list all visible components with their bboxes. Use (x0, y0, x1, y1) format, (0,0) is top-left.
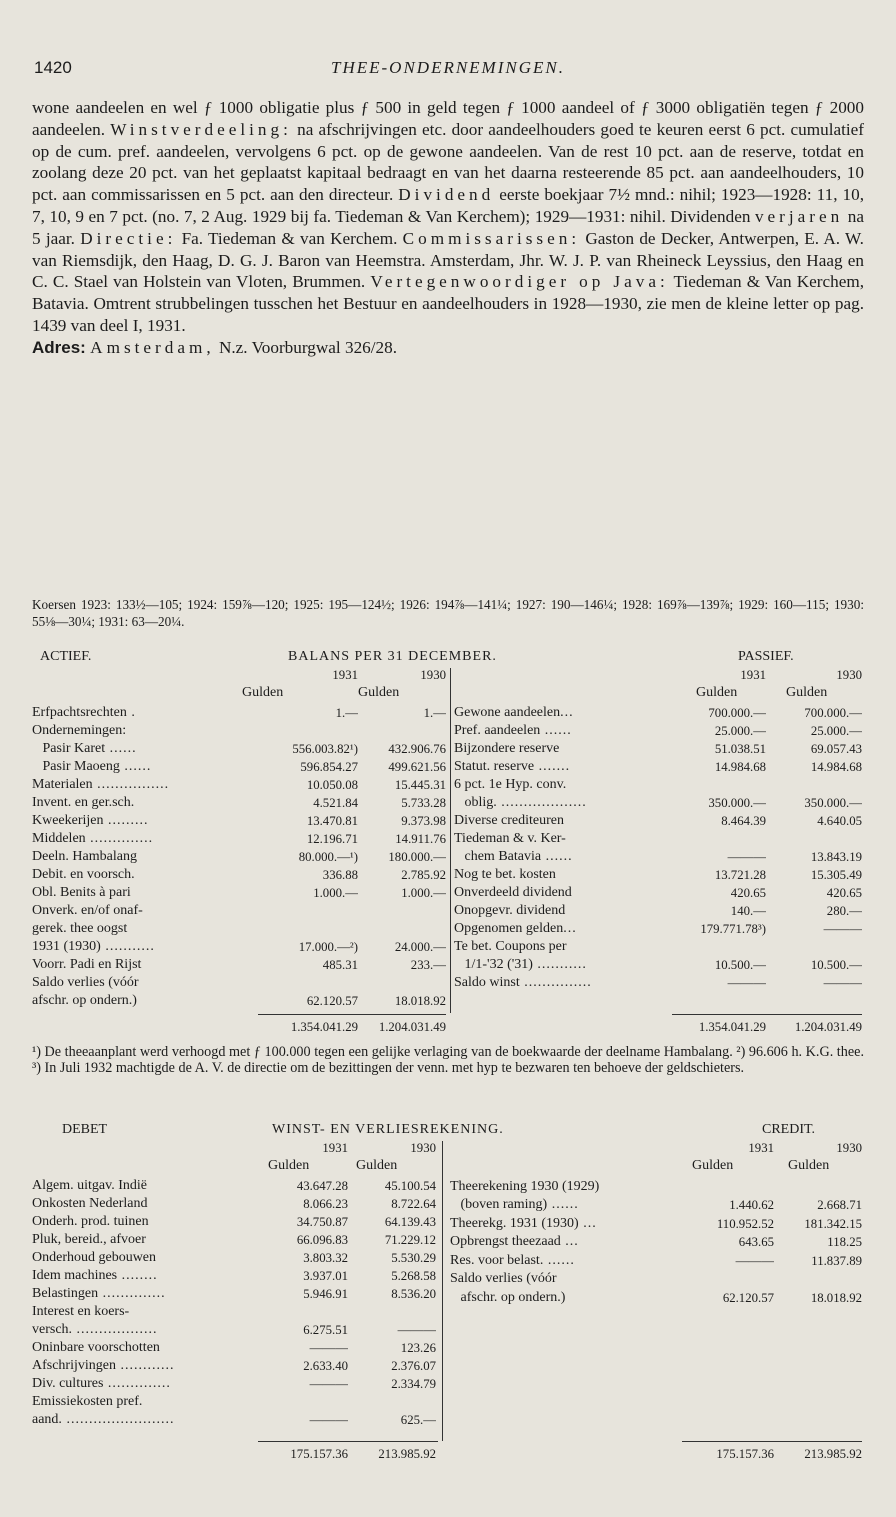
value-1930: 45.100.54 (384, 1179, 436, 1193)
address-street: N.z. Voorburgwal 326/28. (214, 337, 398, 357)
value-1930 (776, 1178, 862, 1196)
value-1931: 140.— (730, 904, 766, 918)
total-rule (672, 1014, 862, 1015)
row-label-text: Erfpachtsrechten (32, 705, 127, 720)
total-1931: 175.157.36 (290, 1447, 348, 1461)
running-title: THEE-ONDERNEMINGEN. (331, 58, 565, 77)
row-leader-dots: ......... (103, 813, 149, 828)
row-label-text: Pasir Maoeng (32, 759, 120, 774)
row-leader-dots: ............... (519, 975, 592, 990)
left-row-label (32, 866, 258, 884)
value-1930: 350.000.— (804, 796, 862, 810)
year-header-1930: 1930 (836, 668, 862, 682)
value-1931 (250, 1303, 348, 1321)
value-1931: 8.066.23 (303, 1197, 348, 1211)
value-1930: 499.621.56 (388, 760, 446, 774)
value-1930: 4.640.05 (817, 814, 862, 828)
year-header-1931: 1931 (748, 1141, 774, 1155)
value-1930: 15.445.31 (394, 778, 446, 792)
value-1931 (642, 776, 766, 794)
left-row-label (32, 1411, 258, 1429)
left-row-label (32, 1339, 258, 1357)
row-leader-dots: ........... (100, 939, 155, 954)
year-header-1931: 1931 (322, 1141, 348, 1155)
keyword-verjaren: verjaren (754, 206, 844, 226)
value-1931: ——— (735, 1253, 774, 1268)
row-label-text: Afschrijvingen (32, 1358, 116, 1373)
value-1930: 11.837.89 (811, 1253, 862, 1268)
left-row-label (32, 902, 258, 920)
left-row-label (32, 776, 258, 794)
value-1931: 10.500.— (714, 958, 766, 972)
value-1931: 80.000.—¹) (298, 850, 358, 864)
row-label-text: Materialen (32, 777, 93, 792)
row-label-text: Onopgevr. dividend (454, 903, 566, 918)
year-header-1931: 1931 (332, 668, 358, 682)
company-description (32, 97, 864, 359)
row-label-text: Onderhoud gebouwen (32, 1250, 157, 1265)
row-label-text: Kweekerijen (32, 813, 104, 828)
total-1931: 1.354.041.29 (290, 1020, 358, 1034)
address-line (32, 337, 864, 359)
row-leader-dots: ........... (532, 957, 587, 972)
row-label-text: Te bet. Coupons per (454, 939, 567, 954)
page-header (32, 58, 864, 86)
value-1930: 700.000.— (804, 706, 862, 720)
row-label-text: Opgenomen gelden (454, 921, 564, 936)
row-label-text: Middelen (32, 831, 86, 846)
page-number: 1420 (34, 58, 72, 77)
total-rule (258, 1014, 446, 1015)
row-label-text: Gewone aandeelen (454, 705, 561, 720)
row-leader-dots: .............. (103, 1376, 171, 1391)
balance-title: BALANS PER 31 DECEMBER. (288, 649, 497, 664)
row-leader-dots: .................. (72, 1322, 158, 1337)
value-1930: 1.— (423, 706, 446, 720)
row-label-text: Idem machines (32, 1268, 118, 1283)
year-header-1930: 1930 (420, 668, 446, 682)
left-row-label (32, 812, 258, 830)
row-leader-dots: ................... (496, 795, 587, 810)
value-1930: 1.000.— (401, 886, 446, 900)
value-1930 (770, 938, 862, 956)
value-1931: 420.65 (730, 886, 766, 900)
right-row-label (450, 1252, 680, 1270)
row-label-text: Obl. Benits à pari (32, 885, 131, 900)
profit-loss-title: WINST- EN VERLIESREKENING. (272, 1122, 504, 1137)
value-1931: ——— (309, 1341, 348, 1355)
left-row-label (32, 722, 258, 740)
left-row-label (32, 1357, 258, 1375)
value-1931: 179.771.78³) (700, 922, 766, 936)
row-leader-dots: ...... (547, 1197, 579, 1212)
value-1931: 6.275.51 (303, 1323, 348, 1337)
right-row-label (450, 1289, 680, 1307)
balance-footnotes: ¹) De theeaanplant werd verhoogd met ƒ 100.000 tegen een gelijke verlaging van de boekwaarde der deelname Hambalang. ²) 96.606 h. K.G. thee. ³) In Juli 1932 machtigde de A. V. de directie om de bezittingen der venn. met hyp te bezwaren ten behoeve der geldschieters. (32, 1044, 864, 1076)
value-1931: 3.937.01 (303, 1269, 348, 1283)
value-1931: 5.946.91 (303, 1287, 348, 1301)
value-1931: 643.65 (738, 1235, 774, 1249)
keyword-vertegenwoordiger: Vertegenwoordiger op Java: (370, 272, 669, 292)
row-label-text: Onderh. prod. tuinen (32, 1214, 149, 1229)
value-1930: 9.373.98 (401, 814, 446, 828)
row-leader-dots: ... (560, 1234, 579, 1249)
value-1930 (360, 902, 446, 920)
total-1931: 1.354.041.29 (698, 1020, 766, 1034)
row-leader-dots: ...... (119, 759, 152, 774)
row-label-text: Interest en koers- (32, 1304, 130, 1319)
value-1930: 420.65 (826, 886, 862, 900)
row-label-text: chem Batavia (454, 849, 542, 864)
value-1931: 350.000.— (708, 796, 766, 810)
value-1930: 71.229.12 (384, 1233, 436, 1247)
unit-header: Gulden (242, 685, 284, 700)
value-1931: 1.000.— (313, 886, 358, 900)
row-label-text: Voorr. Padi en Rijst (32, 957, 142, 972)
keyword-winstverdeeling: Winstverdeeling: (110, 119, 292, 139)
row-label-text: Saldo verlies (vóór (32, 975, 139, 990)
left-row-label (32, 740, 258, 758)
total-rule (258, 1441, 438, 1442)
value-1931 (238, 722, 358, 740)
value-1930: ——— (823, 922, 862, 936)
value-1930: 180.000.— (388, 850, 446, 864)
value-1931: 700.000.— (708, 706, 766, 720)
row-leader-dots: ............ (115, 1358, 175, 1373)
balance-sheet (32, 648, 864, 1034)
value-1931: 1.440.62 (729, 1198, 774, 1212)
keyword-dividend: Dividend (398, 185, 495, 205)
value-1931: 66.096.83 (296, 1233, 348, 1247)
value-1930 (360, 722, 446, 740)
left-row-label (32, 884, 258, 902)
value-1930: 13.843.19 (810, 850, 862, 864)
text-run: eerste boekjaar 7½ mnd.: nihil; 1923—1928: 11, 10, 7, 10, 9 en 7 pct. (no. 7, 2 Aug. 1929 bij fa. Tiedeman & Van Kerchem); 1929—1931: nihil. Dividenden (32, 185, 864, 226)
value-1931: 13.721.28 (714, 868, 766, 882)
value-1930: 8.536.20 (391, 1287, 436, 1301)
right-row-label (450, 1270, 680, 1288)
total-rule (682, 1441, 862, 1442)
left-row-label (32, 1285, 258, 1303)
left-row-label (32, 848, 258, 866)
value-1931 (658, 1270, 774, 1288)
left-row-label (32, 992, 258, 1010)
row-label-text: oblig. (454, 795, 497, 810)
actief-label: ACTIEF. (40, 649, 92, 664)
row-label-text: Deeln. Hambalang (32, 849, 137, 864)
row-label-text: Onverdeeld dividend (454, 885, 572, 900)
value-1931 (250, 1393, 348, 1411)
value-1930: 123.26 (400, 1341, 436, 1355)
row-label-text: Pasir Karet (32, 741, 106, 756)
total-1930: 1.204.031.49 (794, 1020, 862, 1034)
row-label-text: 1931 (1930) (32, 939, 101, 954)
value-1931: 485.31 (322, 958, 358, 972)
passief-label: PASSIEF. (738, 649, 794, 664)
total-1930: 1.204.031.49 (378, 1020, 446, 1034)
value-1930: 8.722.64 (391, 1197, 436, 1211)
row-leader-dots: ...... (543, 1252, 575, 1268)
row-label-text: Belastingen (32, 1286, 99, 1301)
left-row-label (32, 758, 258, 776)
text-run: na afschrijvingen etc. door aandeelhouders goed te keuren eerst 6 pct. cumulatief op de cum. pref. aandeelen, vervolgens 6 pct. op de gewone aandeelen. Van de rest 10 pct. aan de reserve, totdat en zoolang deze 20 pct. van het geplaatst kapitaal bedraagt en van het daarna resteerende 85 pct. aan aandeelhouders, 10 pct. aan commissarissen en 5 pct. aan den directeur. (32, 119, 864, 205)
address-label: Adres: (32, 337, 86, 357)
value-1931: 62.120.57 (306, 994, 358, 1008)
left-row-label (32, 1231, 258, 1249)
left-row-label (32, 1177, 258, 1195)
row-leader-dots: ................ (92, 777, 170, 792)
koersen-line: Koersen 1923: 133½—105; 1924: 159⅞—120; 1925: 195—124½; 1926: 194⅞—141¼; 1927: 190—146¼; 1928: 169⅞—139⅞; 1929: 160—115; 1930: 55⅛—30¼; 1931: 63—20¼. (32, 597, 864, 629)
row-label-text: afschr. op ondern.) (32, 993, 137, 1008)
row-label-text: Tiedeman & v. Ker- (454, 831, 566, 846)
credit-label: CREDIT. (762, 1122, 816, 1137)
keyword-directie: Directie: (80, 228, 177, 248)
left-row-label (32, 794, 258, 812)
row-leader-dots: ... (578, 1215, 597, 1231)
value-1931: 17.000.—²) (298, 940, 358, 954)
value-1931 (642, 830, 766, 848)
value-1930: 432.906.76 (388, 742, 446, 756)
value-1931: ——— (309, 1377, 348, 1391)
address-city: Amsterdam, (90, 337, 215, 357)
right-row-label (450, 1215, 680, 1233)
row-leader-dots: .............. (98, 1286, 166, 1301)
value-1930: 233.— (410, 958, 446, 972)
row-label-text: Ondernemingen: (32, 723, 127, 738)
value-1931 (658, 1159, 774, 1177)
left-row-label (32, 1303, 258, 1321)
value-1930: 625.— (400, 1413, 436, 1427)
value-1931: 51.038.51 (714, 742, 766, 756)
value-1931: 14.984.68 (714, 760, 766, 774)
row-label-text: Oninbare voorschotten (32, 1340, 160, 1355)
row-label-text: Algem. uitgav. Indië (32, 1178, 147, 1193)
left-row-label (32, 704, 258, 722)
left-row-label (32, 974, 258, 992)
value-1930: 10.500.— (810, 958, 862, 972)
row-label-text: Nog te bet. kosten (454, 867, 556, 882)
row-label-text: (boven raming) (450, 1197, 548, 1212)
value-1930: ——— (397, 1323, 436, 1337)
left-row-label (32, 920, 258, 938)
value-1930: 280.— (826, 904, 862, 918)
row-label-text: Div. cultures (32, 1376, 104, 1391)
right-row-label (450, 1233, 680, 1251)
row-label-text: Res. voor belast. (450, 1252, 544, 1268)
year-header-1930: 1930 (836, 1141, 862, 1155)
right-row-label (450, 1159, 680, 1177)
row-leader-dots: .............. (85, 831, 154, 846)
value-1930: 14.911.76 (395, 832, 446, 846)
row-label-text: Opbrengst theezaad (450, 1234, 561, 1249)
value-1931: 2.633.40 (303, 1359, 348, 1373)
total-1930: 213.985.92 (804, 1447, 862, 1461)
description-paragraph (32, 97, 864, 337)
unit-header: Gulden (268, 1158, 310, 1173)
row-label-text: versch. (32, 1322, 73, 1337)
value-1930 (770, 776, 862, 794)
value-1930: 15.305.49 (810, 868, 862, 882)
text-run: Fa. Tiedeman & van Kerchem. (176, 228, 403, 248)
value-1930: 2.785.92 (401, 868, 446, 882)
unit-header: Gulden (358, 685, 400, 700)
value-1931: 596.854.27 (300, 760, 358, 774)
keyword-commissarissen: Commissarissen: (402, 228, 581, 248)
column-divider (450, 668, 451, 1013)
row-label-text: Pref. aandeelen (454, 723, 541, 738)
value-1931: 25.000.— (714, 724, 766, 738)
unit-header: Gulden (692, 1158, 734, 1173)
value-1931: ——— (727, 976, 766, 990)
text-run: Gaston de Decker, Antwerpen, E. A. W. van Riemsdijk, den Haag, D. G. J. Baron van Heemstra. Amsterdam, Jhr. W. J. P. van Rheineck Leyssius, den Haag en C. C. Stael van Holstein van Vloten, Brummen. (32, 228, 864, 292)
value-1931: 43.647.28 (296, 1179, 348, 1193)
right-row-label (450, 1196, 680, 1214)
row-leader-dots: ... (560, 705, 574, 720)
total-1931: 175.157.36 (716, 1447, 774, 1461)
value-1930: 181.342.15 (804, 1216, 862, 1231)
value-1931 (642, 938, 766, 956)
row-leader-dots: ...... (540, 723, 572, 738)
unit-header: Gulden (696, 685, 738, 700)
value-1930 (770, 830, 862, 848)
right-row-label (450, 1178, 680, 1196)
row-leader-dots: ... (563, 921, 577, 936)
value-1931: 10.050.08 (306, 778, 358, 792)
row-label-text: Statut. reserve (454, 759, 535, 774)
left-row-label (32, 1375, 258, 1393)
value-1931: 62.120.57 (722, 1290, 774, 1305)
value-1930: 5.530.29 (391, 1251, 436, 1265)
value-1930 (776, 1270, 862, 1288)
value-1931: 1.— (335, 706, 358, 720)
row-label-text: gerek. thee oogst (32, 921, 128, 936)
row-label-text: Saldo verlies (vóór (450, 1271, 557, 1286)
row-label-text: aand. (32, 1412, 62, 1427)
left-row-label (32, 1393, 258, 1411)
value-1931: 4.521.84 (313, 796, 358, 810)
value-1930 (776, 1159, 862, 1177)
row-label-text: Debit. en voorsch. (32, 867, 135, 882)
value-1931 (238, 920, 358, 938)
value-1931 (238, 974, 358, 992)
row-label-text: Emissiekosten pref. (32, 1394, 143, 1409)
value-1930: 18.018.92 (394, 994, 446, 1008)
left-row-label (32, 1213, 258, 1231)
row-leader-dots: ....... (534, 759, 571, 774)
left-row-label (32, 938, 258, 956)
column-divider (442, 1141, 443, 1441)
row-leader-dots: ...... (541, 849, 573, 864)
value-1930: 64.139.43 (384, 1215, 436, 1229)
row-label-text: Onverk. en/of onaf- (32, 903, 143, 918)
value-1930: 2.668.71 (817, 1198, 862, 1212)
row-leader-dots: ........ (117, 1268, 158, 1283)
row-label-text: Invent. en ger.sch. (32, 795, 135, 810)
unit-header: Gulden (356, 1158, 398, 1173)
value-1931: ——— (309, 1413, 348, 1427)
year-header-1931: 1931 (740, 668, 766, 682)
value-1931: 336.88 (322, 868, 358, 882)
value-1930: 18.018.92 (810, 1290, 862, 1305)
value-1930: 118.25 (827, 1235, 862, 1249)
row-label-text: Saldo winst (454, 975, 520, 990)
value-1931: 13.470.81 (306, 814, 358, 828)
value-1930 (354, 1303, 436, 1321)
row-leader-dots: ........................ (61, 1412, 175, 1427)
row-leader-dots: ...... (105, 741, 137, 756)
row-label-text: Bijzondere reserve (454, 741, 560, 756)
value-1931: 3.803.32 (303, 1251, 348, 1265)
value-1930: 2.334.79 (391, 1377, 436, 1391)
value-1930 (354, 1393, 436, 1411)
value-1931: 8.464.39 (721, 814, 766, 828)
value-1931: 556.003.82¹) (292, 742, 358, 756)
row-label-text: Theerekening 1930 (1929) (450, 1178, 600, 1194)
value-1930: 5.268.58 (391, 1269, 436, 1283)
row-label-text: afschr. op ondern.) (450, 1289, 566, 1305)
left-row-label (32, 830, 258, 848)
text-run: na 5 jaar. (32, 206, 864, 248)
text-run: Tiedeman & Van Kerchem, Batavia. Omtrent strubbelingen tusschen het Bestuur en aandeelhouders in 1928—1930, zie men de kleine letter op pag. 1439 van deel I, 1931. (32, 272, 864, 335)
value-1931: 110.952.52 (716, 1216, 774, 1231)
value-1930: 24.000.— (394, 940, 446, 954)
value-1931: 34.750.87 (296, 1215, 348, 1229)
left-row-label (32, 1267, 258, 1285)
row-label-text: Diverse crediteuren (454, 813, 564, 828)
value-1931 (238, 902, 358, 920)
row-label-text: Onkosten Nederland (32, 1196, 148, 1211)
row-label-text: Theerekg. 1931 (1930) (450, 1215, 579, 1231)
value-1930: 14.984.68 (810, 760, 862, 774)
value-1930: 25.000.— (810, 724, 862, 738)
value-1930: 5.733.28 (401, 796, 446, 810)
year-header-1930: 1930 (410, 1141, 436, 1155)
value-1930: 2.376.07 (391, 1359, 436, 1373)
left-row-label (32, 956, 258, 974)
text-run: wone aandeelen en wel ƒ 1000 obligatie plus ƒ 500 in geld tegen ƒ 1000 aandeel of ƒ 3000 obligatiën tegen ƒ 2000 aandeelen. (32, 98, 864, 139)
unit-header: Gulden (786, 685, 828, 700)
value-1931 (658, 1178, 774, 1196)
row-leader-dots: . (126, 705, 136, 720)
left-row-label (32, 1195, 258, 1213)
row-label-text: 1/1-'32 ('31) (454, 957, 533, 972)
value-1931: 12.196.71 (306, 832, 358, 846)
left-row-label (32, 1249, 258, 1267)
value-1930 (360, 974, 446, 992)
row-label-text: Pluk, bereid., afvoer (32, 1232, 146, 1247)
unit-header: Gulden (788, 1158, 830, 1173)
value-1930 (360, 920, 446, 938)
left-row-label (32, 1321, 258, 1339)
debet-label: DEBET (62, 1122, 108, 1137)
value-1930: ——— (823, 976, 862, 990)
total-1930: 213.985.92 (378, 1447, 436, 1461)
value-1930: 69.057.43 (810, 742, 862, 756)
value-1931: ——— (727, 850, 766, 864)
row-label-text: 6 pct. 1e Hyp. conv. (454, 777, 567, 792)
profit-loss-account (32, 1121, 864, 1461)
